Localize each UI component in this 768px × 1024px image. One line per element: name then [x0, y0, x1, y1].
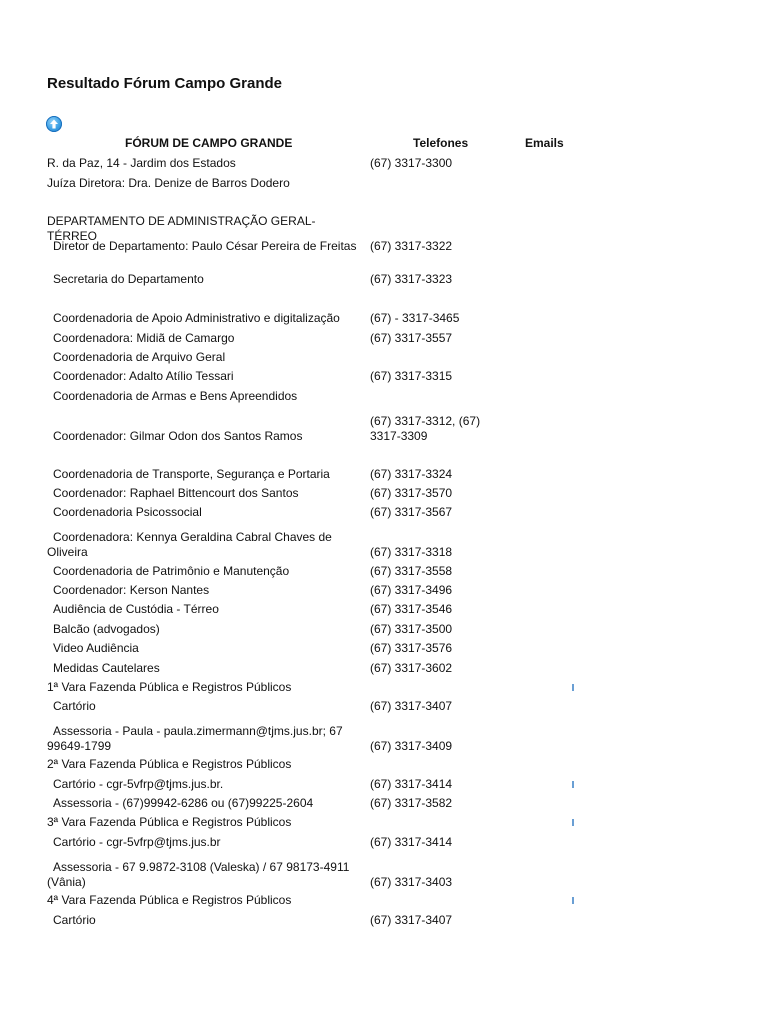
row-phone: (67) 3317-3414	[370, 835, 453, 849]
row-phone: (67) 3317-3322	[370, 239, 453, 253]
row-phone: (67) 3317-3567	[370, 505, 453, 519]
row-phone: (67) 3317-3407	[370, 913, 453, 927]
row-name: Diretor de Departamento: Paulo César Pereira de Freitas	[53, 239, 357, 253]
row-phone: (67) 3317-3582	[370, 796, 453, 810]
row-name: Coordenador: Kerson Nantes	[53, 583, 210, 597]
row-phone: (67) 3317-3558	[370, 564, 453, 578]
row-name: Secretaria do Departamento	[53, 272, 204, 286]
row-phone: (67) - 3317-3465	[370, 311, 460, 325]
row-phone: (67) 3317-3403	[370, 875, 453, 889]
row-name: Coordenadora: Midiã de Camargo	[53, 331, 235, 345]
page-title: Resultado Fórum Campo Grande	[47, 75, 283, 92]
column-header-forum: FÓRUM DE CAMPO GRANDE	[125, 136, 293, 150]
row-name: Coordenadoria de Armas e Bens Apreendidos	[53, 389, 298, 403]
row-name: Medidas Cautelares	[53, 661, 160, 675]
row-name: Cartório - cgr-5vfrp@tjms.jus.br	[53, 835, 221, 849]
email-link-icon[interactable]	[572, 897, 574, 904]
row-name: Coordenadoria de Transporte, Segurança e Portaria	[53, 467, 330, 481]
row-name: Coordenador: Raphael Bittencourt dos Santos	[53, 486, 299, 500]
row-phone: (67) 3317-3557	[370, 331, 453, 345]
row-name: DEPARTAMENTO DE ADMINISTRAÇÃO GERAL-TÉRREO	[47, 214, 316, 243]
row-phone: (67) 3317-3496	[370, 583, 453, 597]
column-header-emails: Emails	[525, 136, 564, 150]
row-name: 2ª Vara Fazenda Pública e Registros Públicos	[47, 757, 292, 771]
column-header-telefones: Telefones	[413, 136, 469, 150]
row-name: Juíza Diretora: Dra. Denize de Barros Dodero	[47, 176, 290, 190]
email-link-icon[interactable]	[572, 684, 574, 691]
row-name: Coordenador: Adalto Atílio Tessari	[53, 369, 234, 383]
row-name: Cartório	[53, 699, 96, 713]
row-name: Coordenadoria de Apoio Administrativo e digitalização	[53, 311, 340, 325]
row-name: Cartório - cgr-5vfrp@tjms.jus.br.	[53, 777, 224, 791]
row-phone: (67) 3317-3300	[370, 156, 453, 170]
row-name: Coordenador: Gilmar Odon dos Santos Ramos	[53, 429, 303, 443]
row-phone: (67) 3317-3407	[370, 699, 453, 713]
row-phone: (67) 3317-3312, (67) 3317-3309	[370, 414, 481, 443]
row-phone: (67) 3317-3414	[370, 777, 453, 791]
row-name: Balcão (advogados)	[53, 622, 160, 636]
row-name: Coordenadoria de Arquivo Geral	[53, 350, 226, 364]
row-name: Coordenadora: Kennya Geraldina Cabral Chaves de Oliveira	[47, 530, 332, 559]
row-phone: (67) 3317-3318	[370, 545, 453, 559]
row-phone: (67) 3317-3576	[370, 641, 453, 655]
row-name: Cartório	[53, 913, 96, 927]
row-phone: (67) 3317-3324	[370, 467, 453, 481]
row-name: Coordenadoria de Patrimônio e Manutenção	[53, 564, 290, 578]
row-name: 3ª Vara Fazenda Pública e Registros Públicos	[47, 815, 292, 829]
row-phone: (67) 3317-3315	[370, 369, 453, 383]
row-phone: (67) 3317-3602	[370, 661, 453, 675]
row-name: Audiência de Custódia - Térreo	[53, 602, 219, 616]
row-phone: (67) 3317-3546	[370, 602, 453, 616]
row-phone: (67) 3317-3409	[370, 739, 453, 753]
row-name: 4ª Vara Fazenda Pública e Registros Públicos	[47, 893, 292, 907]
row-name: R. da Paz, 14 - Jardim dos Estados	[47, 156, 236, 170]
row-name: Coordenadoria Psicossocial	[53, 505, 202, 519]
email-link-icon[interactable]	[572, 781, 574, 788]
row-phone: (67) 3317-3500	[370, 622, 453, 636]
row-name: Assessoria - Paula - paula.zimermann@tjms.jus.br; 67 99649-1799	[47, 724, 343, 753]
row-phone: (67) 3317-3570	[370, 486, 453, 500]
row-name: Assessoria - 67 9.9872-3108 (Valeska) / 67 98173-4911 (Vânia)	[47, 860, 350, 889]
row-name: Assessoria - (67)99942-6286 ou (67)99225-2604	[53, 796, 314, 810]
row-name: Video Audiência	[53, 641, 139, 655]
email-link-icon[interactable]	[572, 819, 574, 826]
row-name: 1ª Vara Fazenda Pública e Registros Públicos	[47, 680, 292, 694]
row-phone: (67) 3317-3323	[370, 272, 453, 286]
